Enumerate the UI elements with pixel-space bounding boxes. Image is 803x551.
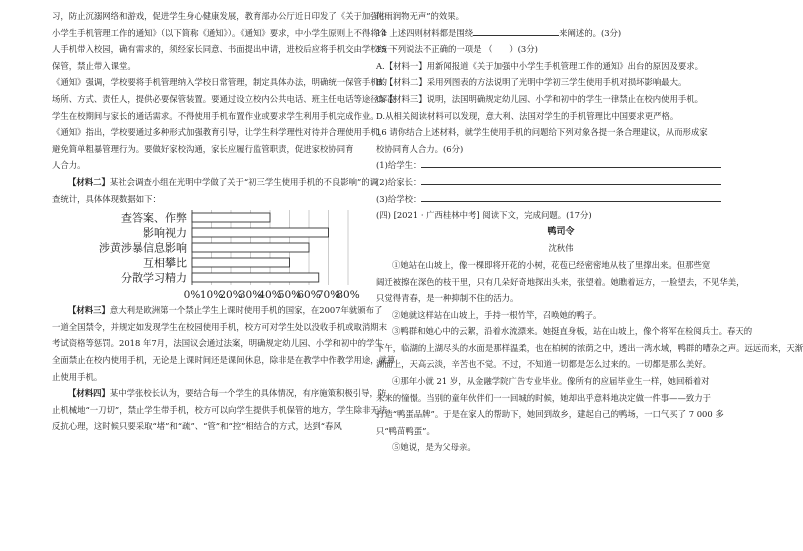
suggestion-student [376, 157, 746, 174]
material4-line: 止机械地“一刀切”，禁止学生带手机，校方可以向学生提供手机保管的地方，学生除非无法 [52, 404, 388, 415]
intro-line: 小学生手机管理工作的通知》（以下简称《通知》）。《通知》要求，中小学生原则上不得将个 [52, 27, 387, 38]
q14-post: 来阐述的。(3分) [559, 27, 622, 38]
q14-answer-blank[interactable] [473, 35, 559, 36]
x-tick-label: 0% [183, 289, 201, 302]
story-line: 只“鸭苗鸭蛋”。 [376, 425, 435, 436]
material4-line: 反抗心理，这时候只要采取“堵”和“疏”、“管”和“控”相结合的方式，达到“春风 [52, 421, 342, 432]
story-line: 只觉得青春，是一种抑制不住的活力。 [376, 293, 519, 304]
notice-line: 避免简单粗暴管理行为。要做好家校沟通，家长应履行监管职责，促进家校协同育 [52, 143, 354, 154]
suggestion-school-blank[interactable] [421, 201, 721, 202]
bar [192, 273, 319, 282]
x-tick-label: 70% [316, 289, 341, 302]
material4-text: 某中学张校长认为，要结合每一个学生的具体情况，有序施策积极引导，防 [109, 388, 387, 399]
bar [192, 258, 290, 267]
story-line: ②她就这样站在山坡上，手持一根竹竿，召唤她的鸭子。 [392, 309, 602, 320]
story-line: ③鸭群和她心中的云絮，沿着水流漂来。她挺直身板，站在山坡上，像个将军在检阅兵士。春天的 [392, 326, 753, 337]
material2-text: 某社会调查小组在光明中学做了关于“初三学生使用手机的不良影响”的调 [109, 176, 379, 187]
intro-line: 人手机带入校园，确有需求的，须经家长同意、书面提出申请，进校后应将手机交由学校统一 [52, 44, 396, 55]
material4-line [52, 385, 387, 402]
material2-line [52, 174, 379, 191]
option-b[interactable]: B.【材料二】采用列图表的方法说明了光明中学初三学生使用手机对损坏影响最大。 [376, 77, 687, 88]
notice-line: 《通知》指出，学校要通过多种形式加强教育引导，让学生科学理性对待并合理使用手机， [52, 127, 387, 138]
bar [192, 228, 329, 237]
question-15: 15 下列说法不正确的一项是 （ ）(3分) [376, 44, 538, 55]
material4-label: 【材料四】 [68, 388, 110, 399]
notice-line: 场所、方式、责任人，提供必要保管装置。要通过设立校内公共电话、班主任电话等途径解决 [52, 93, 396, 104]
suggestion-label: (3)给学校： [376, 193, 422, 204]
notice-line: 学生在校期间与家长的通话需求。不得使用手机布置作业或要求学生利用手机完成作业。 [52, 110, 379, 121]
x-tick-label: 60% [297, 289, 321, 302]
suggestion-label: (1)给学生： [376, 160, 422, 171]
story-line: 湖面上，天高云淡，辛苦也不觉。不过，不知道一切都是怎么过来的。一切都是那么美好。 [376, 359, 711, 370]
question-16: 校协同育人合力。(6分) [376, 143, 464, 154]
notice-line: 人合力。 [52, 160, 86, 171]
category-label: 影响视力 [143, 226, 187, 240]
story-line: ④那年小就 21 岁，从金融学院广告专业毕业。像所有的应届毕业生一样，她回稻着对 [392, 376, 710, 387]
right-column [376, 8, 803, 456]
story-line: ①她站在山坡上，像一棵即将开花的小树，花苞已经密密地从枝了里撑出来。但那些宽 [392, 259, 711, 270]
x-tick-label: 20% [219, 289, 243, 302]
notice-line: 《通知》强调，学校要将手机管理纳入学校日常管理，制定具体办法，明确统一保管手机的 [52, 77, 387, 88]
category-label: 互相攀比 [143, 256, 187, 270]
bar-chart-svg [52, 208, 370, 300]
story-title: 鸭司令 [547, 226, 575, 237]
option-a[interactable]: A.【材料一】用新闻报道《关于加强中小学生手机管理工作的通知》出台的原因及要求。 [376, 60, 703, 71]
x-tick-label: 30% [238, 289, 263, 302]
story-author: 沈秋伟 [548, 243, 574, 254]
suggestion-label: (2)给家长： [376, 176, 422, 187]
x-tick-label: 80% [336, 289, 360, 302]
section-4-heading: (四) [2021 · 广西桂林中考] 阅读下文，完成问题。(17分) [376, 210, 592, 221]
material3-line [52, 302, 383, 319]
material3-line: 考试资格等惩罚。2018 年7月，法国议会通过法案，明确规定幼儿园、小学和初中的学生 [52, 338, 383, 349]
story-line: 打造“鸭蛋品牌”。于是在家人的帮助下，她回到故乡，建起自己的鸭场，一口气买了 7 000 多 [376, 409, 724, 420]
left-column [52, 8, 396, 435]
option-d[interactable]: D.从相关阅读材料可以发现，意大利、法国对学生的手机管理比中国要求更严格。 [376, 110, 679, 121]
question-14 [376, 25, 746, 42]
material3-label: 【材料三】 [68, 305, 110, 316]
material2-line: 查统计，具体体现数据如下： [52, 193, 161, 204]
material3-text: 意大利是欧洲第一个禁止学生上课时使用手机的国家，在2007年就颁布了 [109, 305, 383, 316]
material3-line: 全面禁止在校内使用手机，无论是上课时间还是课间休息，除非是在教学中作教学用途，就算 [52, 354, 396, 365]
category-label: 涉黄涉暴信息影响 [99, 241, 187, 255]
intro-line: 习，防止沉溺网络和游戏，促进学生身心健康发展，教育部办公厅近日印发了《关于加强中 [52, 11, 387, 21]
category-label: 查答案、作弊 [121, 211, 187, 225]
bar [192, 243, 309, 252]
story-line: 阔迁被擦在深色的枝干里，只有几朵好奇地探出头来，张望着。她瞧着远方，一脸望去，不见华美， [376, 276, 745, 287]
x-tick-label: 50% [277, 289, 302, 302]
question-16: 16 请你结合上述材料，就学生使用手机的问题给下列对象各提一条合理建议，从而形成家 [376, 127, 708, 138]
material3-line: 一道全国禁令，并规定如发现学生在校园使用手机，校方可对学生处以没收手机或取消期末 [52, 321, 387, 332]
suggestion-school [376, 191, 746, 208]
x-tick-label: 40% [258, 289, 282, 302]
material2-label: 【材料二】 [68, 176, 110, 187]
intro-line: 保管，禁止带入课堂。 [52, 60, 136, 71]
category-label: 分散学习精力 [121, 271, 187, 285]
suggestion-parent-blank[interactable] [421, 184, 721, 185]
story-line: ⑤她说，是为父母亲。 [392, 442, 476, 453]
q14-pre: 14 上述四则材料都是围绕 [376, 27, 474, 38]
bar [192, 213, 270, 222]
story-line: 未来的憧憬。当别的童年伙伴们一一回城的时候，她却出乎意料地决定做一件事——致力于 [376, 392, 711, 403]
suggestion-parent [376, 174, 746, 191]
bar-chart [52, 208, 370, 300]
continued-line: 化雨润物无声”的效果。 [376, 11, 465, 21]
suggestion-student-blank[interactable] [421, 167, 721, 168]
material3-line: 止使用手机。 [52, 371, 103, 382]
option-c[interactable]: C.【材料三】说明，法国明确规定幼儿园、小学和初中的学生一律禁止在校内使用手机。 [376, 93, 704, 104]
x-tick-label: 10% [199, 289, 224, 302]
story-line: 下午，临湖的上湖尽头的水面是那样温柔，也在柏树的浓荫之中，透出一湾水域，鸭群的嘈杂之声。远远而来，天渐 [376, 342, 803, 353]
